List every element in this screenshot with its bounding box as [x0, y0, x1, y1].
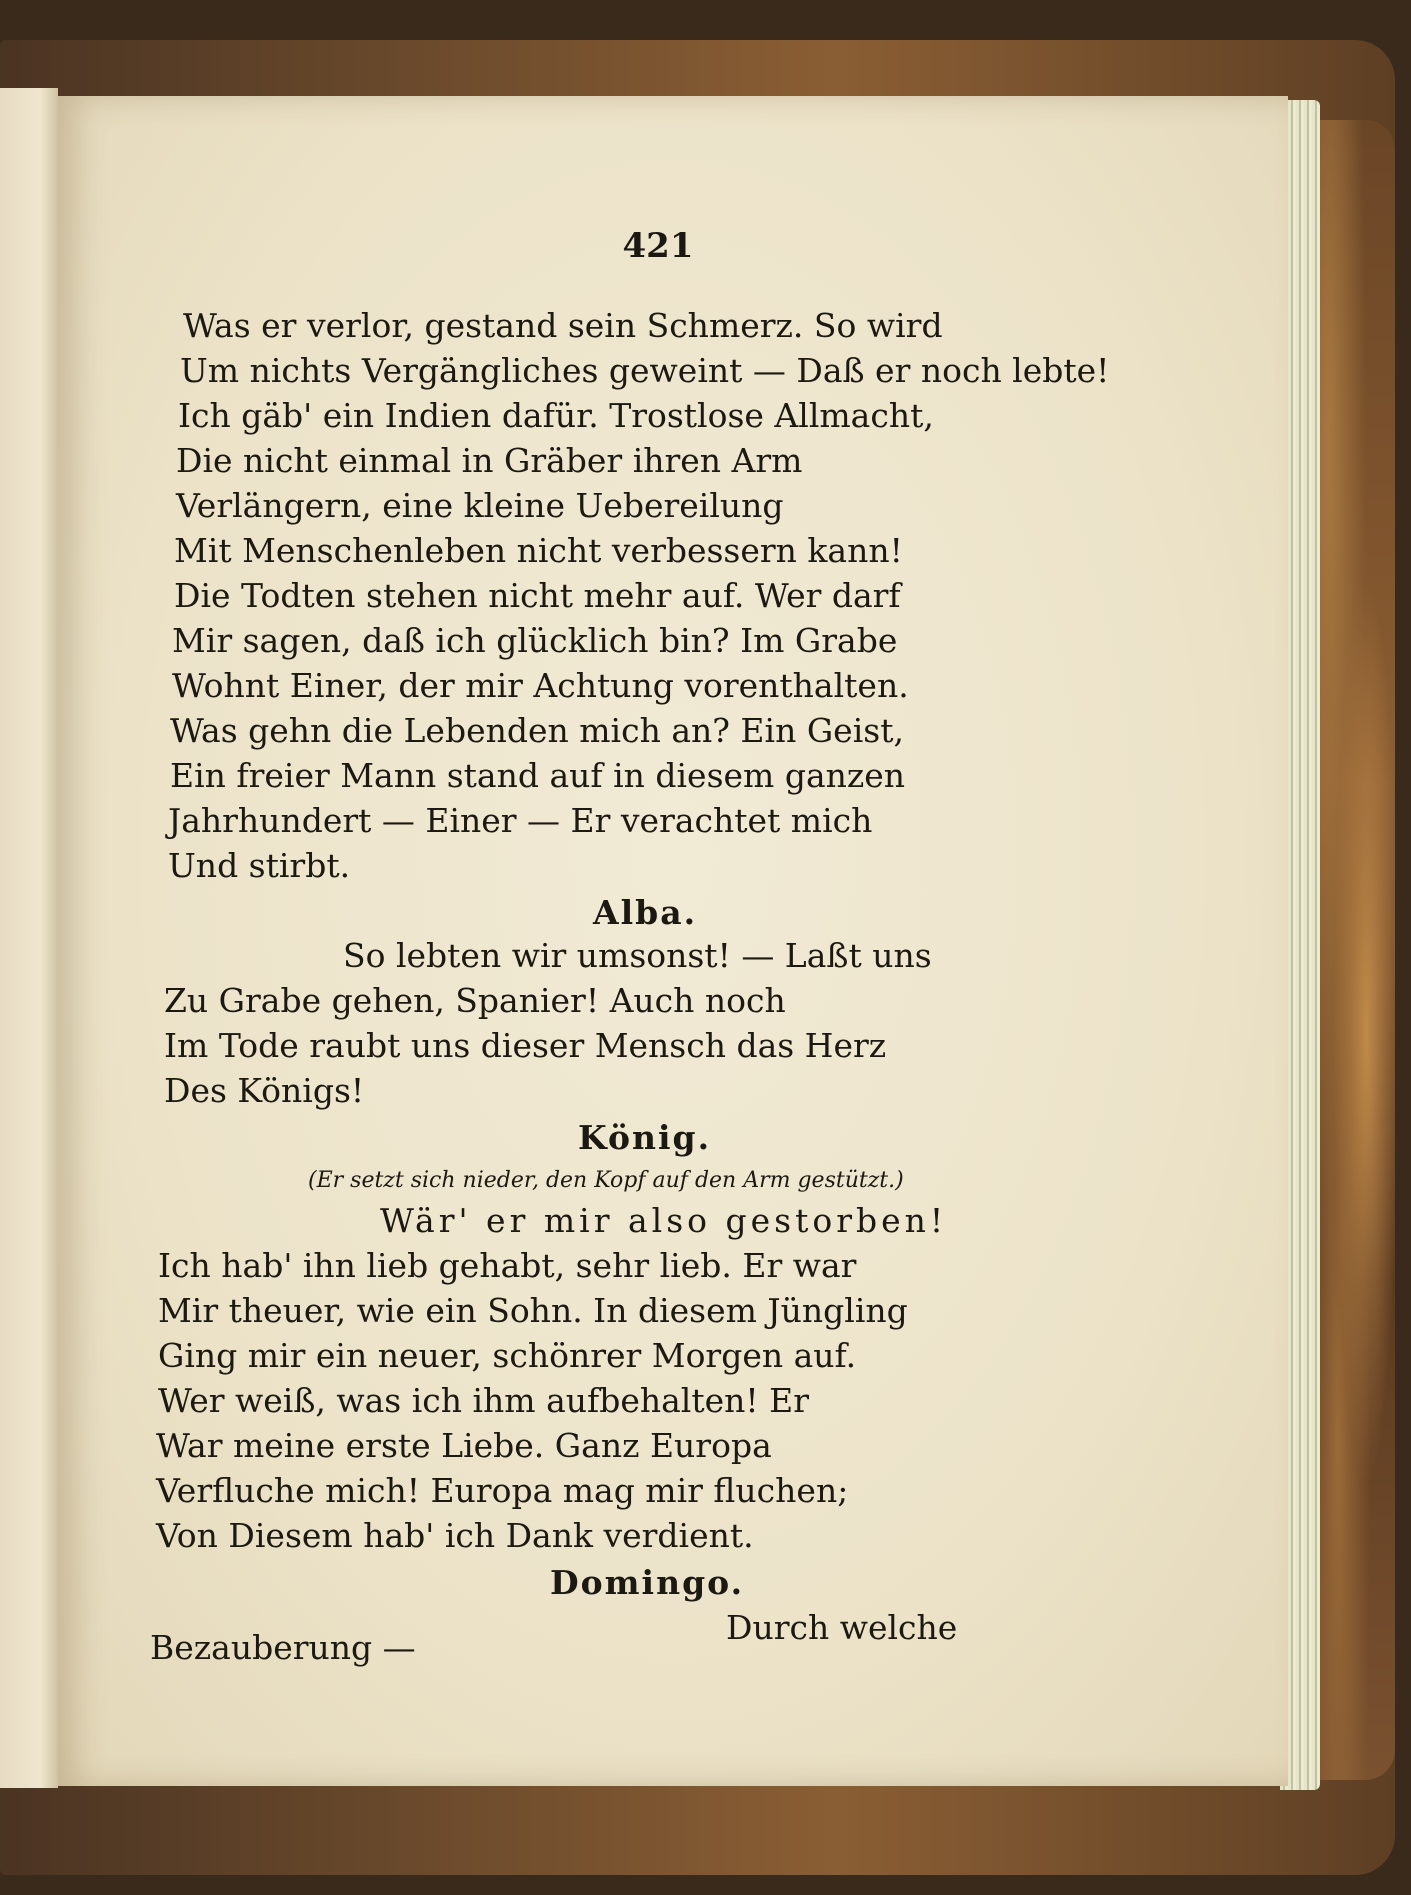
text-line: Ich gäb' ein Indien dafür. Trostlose Allmacht, [178, 396, 934, 435]
text-line: Was er verlor, gestand sein Schmerz. So wird [183, 306, 943, 345]
speaker-name: König. [578, 1118, 712, 1157]
speaker-name: Alba. [593, 893, 698, 932]
facing-page [0, 88, 58, 1788]
text-line: Im Tode raubt uns dieser Mensch das Herz [164, 1026, 887, 1065]
text-line: Wär' er mir also gestorben! [380, 1201, 948, 1240]
text-line: So lebten wir umsonst! — Laßt uns [343, 936, 932, 975]
text-line: Ging mir ein neuer, schönrer Morgen auf. [158, 1336, 857, 1375]
text-line: Bezauberung — [150, 1628, 416, 1667]
text-line: Wohnt Einer, der mir Achtung vorenthalten. [172, 666, 909, 705]
speaker-name: Domingo. [550, 1563, 745, 1602]
text-line: Ich hab' ihn lieb gehabt, sehr lieb. Er war [158, 1246, 857, 1285]
text-line: Zu Grabe gehen, Spanier! Auch noch [164, 981, 786, 1020]
page-number: 421 [622, 226, 694, 266]
text-line: Mir sagen, daß ich glücklich bin? Im Grabe [172, 621, 898, 660]
text-line: Wer weiß, was ich ihm aufbehalten! Er [158, 1381, 810, 1420]
text-line: Verfluche mich! Europa mag mir fluchen; [156, 1471, 849, 1510]
text-line: Ein freier Mann stand auf in diesem ganzen [170, 756, 906, 795]
text-line: Des Königs! [164, 1071, 365, 1110]
book-page [58, 96, 1288, 1786]
text-line: Mir theuer, wie ein Sohn. In diesem Jüngling [158, 1291, 908, 1330]
text-line: Um nichts Vergängliches geweint — Daß er noch lebte! [180, 351, 1110, 390]
text-line: Die nicht einmal in Gräber ihren Arm [176, 441, 803, 480]
stage-direction: (Er setzt sich nieder, den Kopf auf den Arm gestützt.) [308, 1168, 904, 1193]
text-line: Und stirbt. [168, 846, 351, 885]
text-line: Von Diesem hab' ich Dank verdient. [156, 1516, 754, 1555]
text-line: Was gehn die Lebenden mich an? Ein Geist, [170, 711, 904, 750]
text-line: Verlängern, eine kleine Uebereilung [176, 486, 784, 525]
text-line: Die Todten stehen nicht mehr auf. Wer darf [174, 576, 901, 615]
text-line: Mit Menschenleben nicht verbessern kann! [174, 531, 903, 570]
text-line: War meine erste Liebe. Ganz Europa [156, 1426, 772, 1465]
text-line: Durch welche [726, 1608, 958, 1647]
text-line: Jahrhundert — Einer — Er verachtet mich [168, 801, 873, 840]
